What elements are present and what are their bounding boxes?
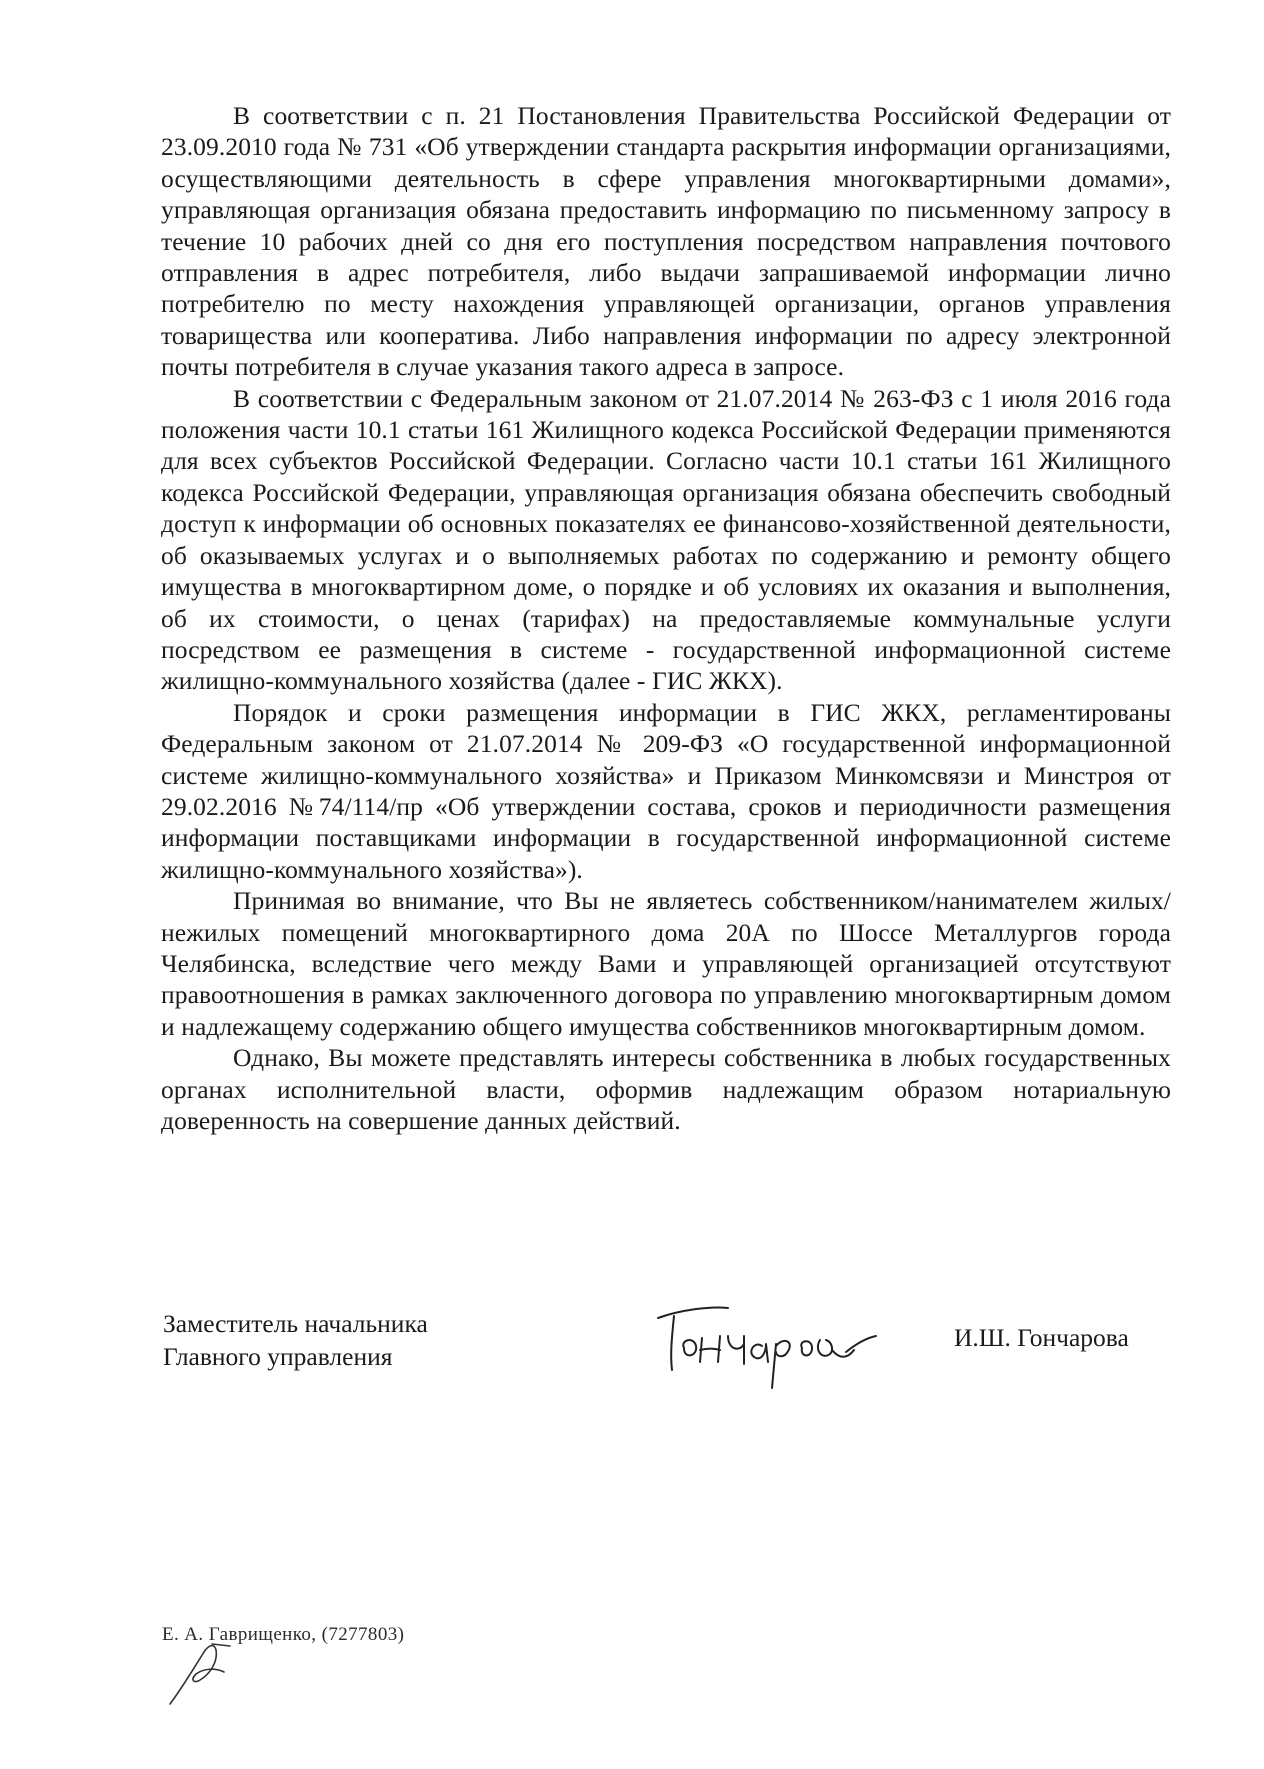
paragraph-power-of-attorney: Однако, Вы можете представлять интересы собственника в любых государственных органах исполнительной власти, оформив надлежащим образом нотариальную доверенность на совершение данных действий. bbox=[161, 1043, 1171, 1135]
paragraph-housing-code: В соответствии с Федеральным законом от 21.07.2014 № 263-ФЗ с 1 июля 2016 года положения части 10.1 статьи 161 Жилищного кодекса Российской Федерации применяются для всех субъектов Российской Федерации. Согласно части 10.1 статьи 161 Жилищного кодекса Российской Федерации, управляющая организация обязана обеспечить свободный доступ к информации об основных показателях ее финансово-хозяйственной деятельности, об оказываемых услугах и о выполняемых работах по содержанию и ремонту общего имущества в многоквартирном доме, о порядке и об условиях их оказания и выполнения, об их стоимости, о ценах (тарифах) на предоставляемые коммунальные услуги посредством ее размещения в системе - государственной информационной системе жилищно-коммунального хозяйства (далее - ГИС ЖКХ). bbox=[161, 383, 1171, 696]
letter-body bbox=[161, 100, 1171, 1136]
paragraph-not-owner: Принимая во внимание, что Вы не являетесь собственником/нанимателем жилых/нежилых помещений многоквартирного дома 20А по Шоссе Металлургов города Челябинска, вследствие чего между Вами и управляющей организацией отсутствуют правоотношения в рамках заключенного договора по управлению многоквартирным домом и надлежащему содержанию общего имущества собственников многоквартирным домом. bbox=[161, 886, 1171, 1041]
signatory-name: И.Ш. Гончарова bbox=[954, 1323, 1129, 1352]
paragraph-gis-order: Порядок и сроки размещения информации в ГИС ЖКХ, регламентированы Федеральным законом от 21.07.2014 № 209-ФЗ «О государственной информационной системе жилищно-коммунального хозяйства» и Приказом Минкомсвязи и Минстроя от 29.02.2016 №74/114/пр «Об утверждении состава, сроков и периодичности размещения информации поставщиками информации в государственной информационной системе жилищно-коммунального хозяйства»). bbox=[161, 697, 1171, 884]
signatory-position bbox=[163, 1307, 428, 1373]
handwritten-initial bbox=[164, 1628, 244, 1706]
paragraph-disclosure-standard: В соответствии с п. 21 Постановления Правительства Российской Федерации от 23.09.2010 года № 731 «Об утверждении стандарта раскрытия информации организациями, осуществляющими деятельность в сфере управления многоквартирными домами», управляющая организация обязана предоставить информацию по письменному запросу в течение 10 рабочих дней со дня его поступления посредством направления почтового отправления в адрес потребителя, либо выдачи запрашиваемой информации лично потребителю по месту нахождения управляющей организации, органов управления товарищества или кооператива. Либо направления информации по адресу электронной почты потребителя в случае указания такого адреса в запросе. bbox=[161, 101, 1171, 382]
position-line-1: Заместитель начальника bbox=[163, 1309, 428, 1338]
executor-contact: Е. А. Гаврищенко, (7277803) bbox=[162, 1624, 405, 1645]
handwritten-signature bbox=[650, 1296, 890, 1392]
position-line-2: Главного управления bbox=[163, 1342, 393, 1371]
